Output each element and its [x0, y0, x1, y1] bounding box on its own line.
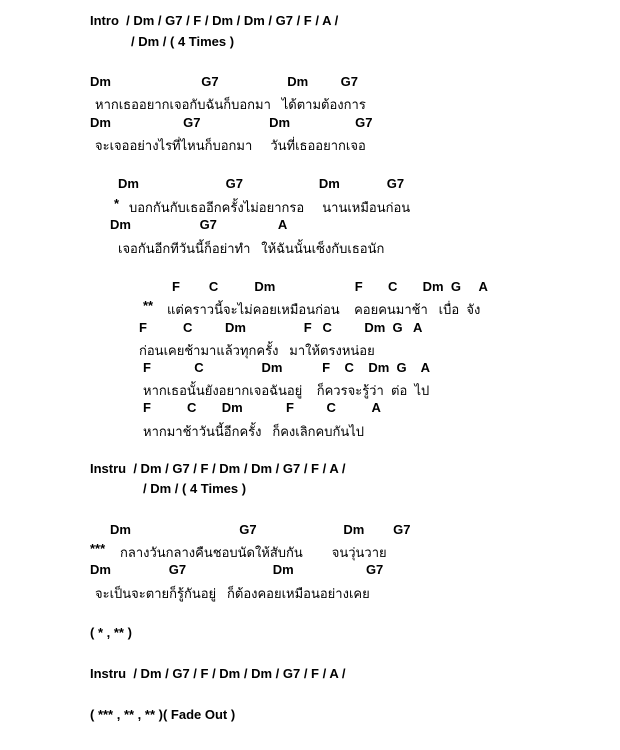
- lyric-line: บอกกันกับเธออีกครั้งไม่อยากรอ นานเหมือนก่อน: [129, 200, 411, 215]
- chord-line: F C Dm F C A: [143, 400, 381, 415]
- intro-line: Intro / Dm / G7 / F / Dm / Dm / G7 / F / A /: [90, 13, 339, 28]
- section-marker: **: [143, 298, 154, 313]
- instrumental-continuation: / Dm / ( 4 Times ): [143, 481, 247, 496]
- lyric-line: หากเธออยากเจอกับฉันก็บอกมา ได้ตามต้องการ: [95, 97, 366, 112]
- lyric-line: จะเจออย่างไรที่ไหนก็บอกมา วันที่เธออยากเจอ: [95, 138, 366, 153]
- lyric-line: หากมาช้าวันนี้อีกครั้ง ก็คงเลิกคบกันไป: [143, 424, 365, 439]
- chord-line: Dm G7 A: [110, 217, 288, 232]
- instrumental-line: Instru / Dm / G7 / F / Dm / Dm / G7 / F / A /: [90, 666, 346, 681]
- chord-line: Dm G7 Dm G7: [90, 115, 373, 130]
- chord-line: Dm G7 Dm G7: [110, 522, 411, 537]
- section-marker: *: [114, 196, 120, 211]
- chord-line: F C Dm F C Dm G A: [139, 320, 423, 335]
- chord-line: F C Dm F C Dm G A: [143, 360, 430, 375]
- lyric-line: กลางวันกลางคืนชอบนัดให้สับกัน จนวุ่นวาย: [120, 545, 387, 560]
- lyric-line: แต่คราวนี้จะไม่คอยเหมือนก่อน คอยคนมาช้า เบื่อ จัง: [167, 302, 481, 317]
- instrumental-line: Instru / Dm / G7 / F / Dm / Dm / G7 / F / A /: [90, 461, 346, 476]
- chord-line: Dm G7 Dm G7: [118, 176, 405, 191]
- outro-instruction: ( *** , ** , ** )( Fade Out ): [90, 707, 236, 722]
- lyric-line: จะเป็นจะตายก็รู้กันอยู่ ก็ต้องคอยเหมือนอย่างเคย: [95, 586, 370, 601]
- lyric-line: ก่อนเคยช้ามาแล้วทุกครั้ง มาให้ตรงหน่อย: [139, 343, 375, 358]
- repeat-instruction: ( * , ** ): [90, 625, 132, 640]
- lyric-line: หากเธอนั้นยังอยากเจอฉันอยู่ ก็ควรจะรู้ว่า ต่อ ไป: [143, 383, 430, 398]
- chord-line: Dm G7 Dm G7: [90, 74, 359, 89]
- section-marker: ***: [90, 541, 106, 556]
- chord-line: Dm G7 Dm G7: [90, 562, 384, 577]
- lyric-line: เจอกันอีกทีวันนี้ก็อย่าทำ ให้ฉันนั้นเซ็งกับเธอนัก: [118, 241, 385, 256]
- intro-continuation: / Dm / ( 4 Times ): [131, 34, 235, 49]
- chord-line: F C Dm F C Dm G A: [172, 279, 488, 294]
